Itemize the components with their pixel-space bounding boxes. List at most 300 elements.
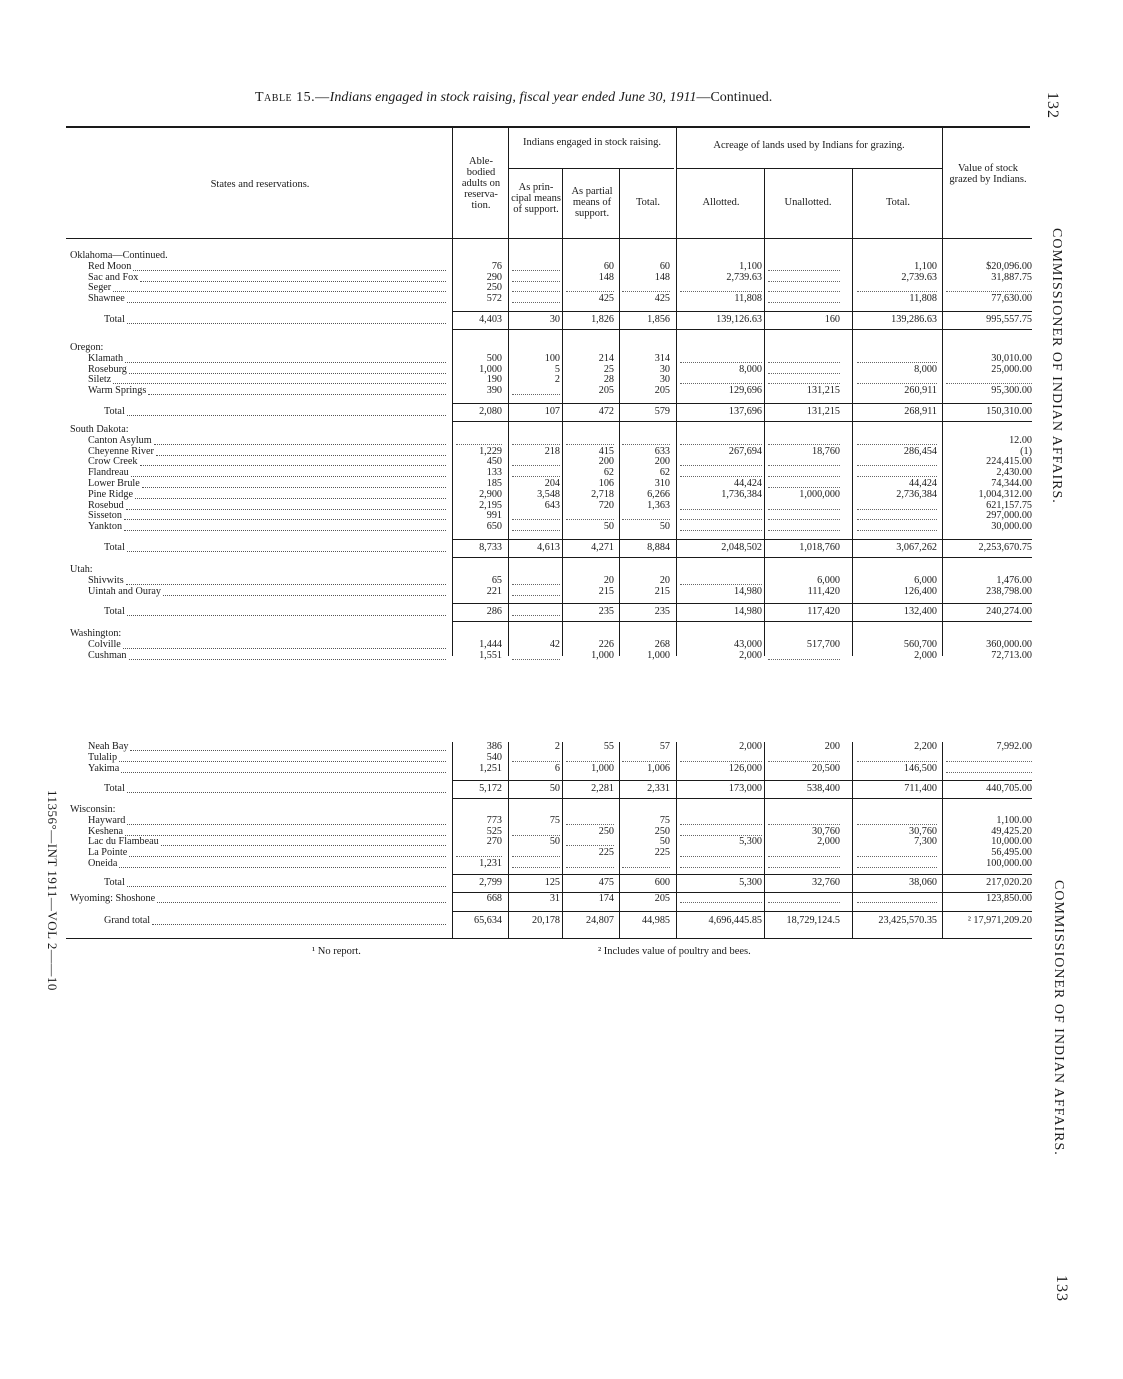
dot-leader <box>140 465 446 466</box>
dot-leader <box>126 509 446 510</box>
cell-c7: 260,911 <box>904 385 937 397</box>
cell-c6: 117,420 <box>807 606 840 618</box>
cell-c6: 6,000 <box>817 574 840 586</box>
cell-c5: 8,000 <box>739 363 762 375</box>
cell-c1: 991 <box>486 510 502 522</box>
cell-c2: 5 <box>554 363 560 375</box>
cell-c2: 50 <box>549 783 560 795</box>
table-row <box>0 365 1123 376</box>
cell-c3 <box>566 859 614 868</box>
row-label: Flandreau <box>88 467 129 479</box>
header-rule <box>66 238 1032 239</box>
cell-c3: 28 <box>603 374 614 386</box>
cell-c7: 11,808 <box>909 293 937 305</box>
cell-c8: 440,705.00 <box>986 783 1032 795</box>
top-rule <box>66 126 1030 128</box>
cell-c4: 8,884 <box>647 542 670 553</box>
row-label: Rosebud <box>88 499 124 511</box>
dot-leader <box>119 761 446 762</box>
cell-c7: 711,400 <box>904 783 937 795</box>
dot-leader <box>113 291 446 292</box>
dot-leader <box>129 659 446 660</box>
table-row <box>0 436 1123 447</box>
cell-c6 <box>768 651 840 660</box>
table-row <box>0 294 1123 305</box>
row-label: Lac du Flambeau <box>88 836 159 848</box>
row-label: Roseburg <box>88 363 127 375</box>
cell-c7: 146,500 <box>903 762 937 774</box>
cell-c4 <box>622 511 670 520</box>
total-rule <box>452 798 1032 799</box>
table-row <box>0 859 1123 870</box>
cell-c2: 643 <box>544 499 560 511</box>
row-label: Seger <box>88 282 112 294</box>
cell-c8: 31,887.75 <box>991 271 1032 283</box>
row-label: Keshena <box>88 825 124 837</box>
table-row <box>0 354 1123 365</box>
cell-c6 <box>768 479 840 488</box>
total-row <box>0 784 1123 795</box>
table-row <box>0 651 1123 662</box>
cell-c1: 221 <box>486 585 502 597</box>
cell-c1: 2,080 <box>479 406 502 417</box>
cell-c7 <box>857 436 937 445</box>
total-row <box>0 607 1123 618</box>
row-label: Colville <box>88 638 121 650</box>
footnote-1: ¹ No report. <box>312 946 361 957</box>
cell-c2 <box>512 607 560 616</box>
cell-c5 <box>680 457 762 466</box>
total-rule <box>452 421 1032 422</box>
cell-c2: 218 <box>544 445 560 457</box>
cell-c2 <box>512 651 560 660</box>
cell-c7: 44,424 <box>908 478 937 489</box>
cell-c7 <box>857 859 937 868</box>
cell-c8: 217,020.20 <box>986 876 1032 888</box>
dot-leader <box>163 595 446 596</box>
cell-c3: 225 <box>598 847 614 859</box>
cell-c1: 76 <box>491 260 502 272</box>
cell-c4: 60 <box>659 260 670 272</box>
table-row <box>0 522 1123 533</box>
cell-c6: 32,760 <box>811 876 840 888</box>
table-row <box>0 742 1123 753</box>
cell-c6 <box>768 283 840 292</box>
cell-c6 <box>768 522 840 531</box>
cell-c5 <box>680 283 762 292</box>
table-row <box>0 894 1123 905</box>
cell-c3: 4,271 <box>591 542 614 553</box>
cell-c5 <box>680 894 762 903</box>
table-row <box>0 273 1123 284</box>
cell-c6 <box>768 262 840 271</box>
cell-c3 <box>566 436 614 445</box>
total-rule <box>452 780 1032 781</box>
cell-c8: 1,100.00 <box>996 814 1032 826</box>
cell-c5 <box>680 576 762 585</box>
cell-c6 <box>768 468 840 477</box>
cell-c7 <box>857 511 937 520</box>
cell-c1: 650 <box>486 521 502 533</box>
cell-c5 <box>680 753 762 762</box>
cell-c6 <box>768 273 840 282</box>
cell-c5 <box>680 354 762 363</box>
table-row <box>0 375 1123 386</box>
cell-c7 <box>857 468 937 477</box>
cell-c2 <box>512 273 560 282</box>
cell-c5: 139,126.63 <box>716 314 762 325</box>
footnote-2: ² Includes value of poultry and bees. <box>598 946 751 957</box>
dot-leader <box>129 856 446 857</box>
cell-c3: 415 <box>598 445 614 457</box>
cell-c2: 100 <box>544 352 560 364</box>
cell-c2: 30 <box>549 314 560 325</box>
cell-c4: 1,006 <box>647 762 670 774</box>
cell-c6: 111,420 <box>807 585 840 597</box>
total-rule <box>452 557 1032 558</box>
cell-c4: 50 <box>659 836 670 848</box>
cell-c4: 57 <box>659 741 670 752</box>
cell-c1: 290 <box>486 271 502 283</box>
row-label: Total <box>104 406 125 417</box>
cell-c2 <box>512 511 560 520</box>
cell-c2 <box>512 457 560 466</box>
cell-c4: 1,000 <box>647 649 670 661</box>
section-heading-label: Utah: <box>70 564 93 575</box>
total-row <box>0 315 1123 326</box>
cell-c6 <box>768 816 840 825</box>
cell-c5 <box>680 848 762 857</box>
cell-c5 <box>680 436 762 445</box>
cell-c2: 75 <box>549 814 560 826</box>
cell-c2: 125 <box>544 876 560 888</box>
cell-c4 <box>622 436 670 445</box>
cell-c6: 160 <box>824 314 840 325</box>
cell-c6: 1,018,760 <box>799 542 840 553</box>
total-rule <box>452 311 1032 312</box>
cell-c4: 62 <box>659 467 670 479</box>
row-label: Shivwits <box>88 574 124 586</box>
dot-leader <box>127 302 446 303</box>
cell-c6: 538,400 <box>806 783 840 795</box>
row-label: Hayward <box>88 814 126 826</box>
cell-c1: 2,900 <box>479 488 502 500</box>
cell-c1: 540 <box>486 751 502 763</box>
cell-c5: 126,000 <box>728 762 762 774</box>
cell-c4: 205 <box>654 385 670 397</box>
cell-c4: 200 <box>654 456 670 468</box>
cell-c7: 8,000 <box>914 363 937 375</box>
cell-c5 <box>680 859 762 868</box>
cell-c1: 270 <box>486 836 502 848</box>
cell-c2 <box>512 386 560 395</box>
cell-c1: 1,000 <box>479 363 502 375</box>
cell-c6 <box>768 457 840 466</box>
cell-c3: 1,826 <box>591 314 614 325</box>
cell-c1: 500 <box>486 352 502 364</box>
cell-c3: 215 <box>598 585 614 597</box>
row-label: Sisseton <box>88 510 122 522</box>
cell-c7 <box>857 753 937 762</box>
table-title <box>255 90 955 106</box>
cell-c8: 77,630.00 <box>991 293 1032 305</box>
cell-c7: 30,760 <box>908 825 937 837</box>
row-label: Yakima <box>88 762 120 774</box>
total-row <box>0 407 1123 418</box>
cell-c7 <box>857 375 937 384</box>
cell-c5 <box>680 468 762 477</box>
cell-c8: $20,096.00 <box>986 260 1032 272</box>
dot-leader <box>129 373 446 374</box>
cell-c6: 18,729,124.5 <box>786 915 840 926</box>
cell-c4: 579 <box>654 406 670 417</box>
cell-c3: 720 <box>598 499 614 511</box>
header-unallotted: Unallotted. <box>784 197 832 208</box>
cell-c6 <box>768 501 840 510</box>
cell-c4: 20 <box>659 574 670 586</box>
table-row <box>0 457 1123 468</box>
cell-c3: 24,807 <box>585 915 614 926</box>
row-label: Total <box>104 783 125 795</box>
cell-c7 <box>857 283 937 292</box>
cell-c1: 5,172 <box>479 783 502 795</box>
dot-leader <box>127 824 446 825</box>
cell-c4 <box>622 283 670 292</box>
row-label: Cushman <box>88 649 127 661</box>
cell-c3: 472 <box>598 406 614 417</box>
cell-c8 <box>946 283 1032 292</box>
cell-c8: 150,310.00 <box>986 406 1032 417</box>
cell-c1: 190 <box>486 374 502 386</box>
row-label: Total <box>104 542 125 553</box>
row-label: Siletz <box>88 374 112 386</box>
running-head-bottom: COMMISSIONER OF INDIAN AFFAIRS. <box>1051 880 1066 1156</box>
table-row <box>0 848 1123 859</box>
cell-c4 <box>622 753 670 762</box>
cell-c2: 31 <box>549 893 560 904</box>
header-allotted: Allotted. <box>702 197 740 208</box>
cell-c5: 14,980 <box>733 585 762 597</box>
cell-c1: 572 <box>486 293 502 305</box>
cell-c6 <box>768 375 840 384</box>
cell-c2: 107 <box>544 406 560 417</box>
dot-leader <box>127 415 446 416</box>
cell-c8: 238,798.00 <box>986 585 1032 597</box>
cell-c5 <box>680 827 762 836</box>
row-label: Crow Creek <box>88 456 138 468</box>
cell-c2: 6 <box>554 762 560 774</box>
row-label: Oneida <box>88 858 118 869</box>
cell-c2: 3,548 <box>537 488 560 500</box>
cell-c2: 42 <box>549 638 560 650</box>
cell-c2 <box>512 262 560 271</box>
cell-c7: 3,067,262 <box>896 542 937 553</box>
section-heading-label: South Dakota: <box>70 424 129 435</box>
cell-c1: 8,733 <box>479 542 502 553</box>
cell-c2: 2 <box>554 374 560 386</box>
cell-c2 <box>512 436 560 445</box>
cell-c8: 30,010.00 <box>991 352 1032 364</box>
dot-leader <box>124 530 446 531</box>
cell-c7 <box>857 522 937 531</box>
cell-c7: 132,400 <box>903 606 937 618</box>
dot-leader <box>126 584 446 585</box>
dot-leader <box>127 551 446 552</box>
table-row <box>0 764 1123 775</box>
cell-c2: 50 <box>549 836 560 848</box>
cell-c1: 65 <box>491 574 502 586</box>
row-label: Total <box>104 606 125 618</box>
cell-c4: 6,266 <box>647 488 670 500</box>
total-rule <box>452 892 1032 893</box>
cell-c7 <box>857 894 937 903</box>
cell-c5: 5,300 <box>739 876 762 888</box>
cell-c2 <box>512 283 560 292</box>
table-row <box>0 386 1123 397</box>
table-row <box>0 816 1123 827</box>
cell-c4: 235 <box>654 606 670 618</box>
dot-leader <box>161 845 446 846</box>
cell-c8: 240,274.00 <box>986 606 1032 618</box>
cell-c5 <box>680 501 762 510</box>
cell-c1 <box>456 436 502 445</box>
row-label: Grand total <box>104 915 151 926</box>
cell-c8: 995,557.75 <box>986 314 1032 325</box>
table-row <box>0 447 1123 458</box>
cell-c5 <box>680 522 762 531</box>
dot-leader <box>121 772 446 773</box>
total-rule <box>452 329 1032 330</box>
dot-leader <box>127 323 446 324</box>
cell-c7: 268,911 <box>904 406 937 417</box>
cell-c8 <box>946 753 1032 762</box>
cell-c3: 2,281 <box>591 783 614 795</box>
cell-c7: 2,736,384 <box>896 488 937 500</box>
table-row <box>0 490 1123 501</box>
row-label: Klamath <box>88 352 124 364</box>
row-label: Total <box>104 314 125 325</box>
section-heading <box>0 343 1123 354</box>
cell-c8: 1,476.00 <box>996 574 1032 586</box>
cell-c6: 18,760 <box>811 445 840 457</box>
dot-leader <box>125 835 446 836</box>
cell-c3: 1,000 <box>591 649 614 661</box>
cell-c7: 7,300 <box>914 836 937 848</box>
row-label: Canton Asylum <box>88 434 152 446</box>
cell-c6: 20,500 <box>811 762 840 774</box>
cell-c4: 1,856 <box>647 314 670 325</box>
section-heading-label: Wisconsin: <box>70 804 116 815</box>
cell-c4: 215 <box>654 585 670 597</box>
cell-c3: 55 <box>603 741 614 752</box>
cell-c5: 4,696,445.85 <box>708 915 762 926</box>
cell-c5 <box>680 511 762 520</box>
cell-c7 <box>857 354 937 363</box>
row-label: Tulalip <box>88 751 118 763</box>
header-acreage-group: Acreage of lands used by Indians for grazing. <box>713 140 905 151</box>
cell-c1: 450 <box>486 456 502 468</box>
cell-c7 <box>857 816 937 825</box>
cell-c3: 20 <box>603 574 614 586</box>
dot-leader <box>152 924 446 925</box>
cell-c1: 2,799 <box>479 876 502 888</box>
cell-c7: 2,000 <box>914 649 937 661</box>
cell-c1: 1,229 <box>479 445 502 457</box>
cell-c5: 2,000 <box>739 741 762 752</box>
section-heading <box>0 425 1123 436</box>
cell-c3: 50 <box>603 521 614 533</box>
cell-c8: 7,992.00 <box>996 741 1032 752</box>
header-able-bodied: Able-bodied adults on reserva-tion. <box>461 156 501 211</box>
cell-c8: 72,713.00 <box>991 649 1032 661</box>
cell-c3: 205 <box>598 385 614 397</box>
cell-c8: 1,004,312.00 <box>978 488 1032 500</box>
row-label: Red Moon <box>88 260 132 272</box>
printer-mark: 11356°—INT 1911—VOL 2——10 <box>45 790 60 991</box>
header-partial: As partial means of support. <box>571 186 613 219</box>
cell-c6: 2,000 <box>817 836 840 848</box>
cell-c6: 131,215 <box>806 406 840 417</box>
cell-c2 <box>512 294 560 303</box>
cell-c7: 1,100 <box>914 260 937 272</box>
cell-c7 <box>857 501 937 510</box>
cell-c8: 25,000.00 <box>991 363 1032 375</box>
cell-c6 <box>768 753 840 762</box>
cell-c1: 1,231 <box>479 858 502 869</box>
cell-c2: 20,178 <box>531 915 560 926</box>
cell-c1: 386 <box>486 741 502 752</box>
cell-c3: 1,000 <box>591 762 614 774</box>
row-label: La Pointe <box>88 847 128 859</box>
cell-c4: 310 <box>654 478 670 489</box>
cell-c6 <box>768 511 840 520</box>
table-row <box>0 479 1123 490</box>
cell-c8: 297,000.00 <box>986 510 1032 522</box>
cell-c6: 1,000,000 <box>799 488 840 500</box>
cell-c1: 525 <box>486 825 502 837</box>
cell-c2 <box>512 848 560 857</box>
page-number-top: 132 <box>1044 92 1061 119</box>
grand-total-rule <box>452 911 1032 912</box>
dot-leader <box>142 487 446 488</box>
cell-c5: 2,048,502 <box>721 542 762 553</box>
cell-c4: 314 <box>654 352 670 364</box>
cell-c8: 56,495.00 <box>991 847 1032 859</box>
cell-c3: 174 <box>598 893 614 904</box>
dot-leader <box>131 476 446 477</box>
cell-c8 <box>946 375 1032 384</box>
dot-leader <box>148 394 446 395</box>
cell-c6: 30,760 <box>811 825 840 837</box>
table-row <box>0 511 1123 522</box>
cell-c2 <box>512 859 560 868</box>
cell-c6 <box>768 365 840 374</box>
cell-c7: 2,200 <box>914 741 937 752</box>
cell-c8: 621,157.75 <box>986 499 1032 511</box>
cell-c4: 425 <box>654 293 670 305</box>
cell-c5: 1,736,384 <box>721 488 762 500</box>
dot-leader <box>123 648 446 649</box>
cell-c4: 50 <box>659 521 670 533</box>
cell-c1: 250 <box>486 282 502 294</box>
cell-c1: 4,403 <box>479 314 502 325</box>
section-heading-label: Oregon: <box>70 342 104 353</box>
dot-leader <box>124 519 446 520</box>
cell-c1: 668 <box>486 893 502 904</box>
total-rule <box>452 874 1032 875</box>
section-heading <box>0 629 1123 640</box>
cell-c7: 23,425,570.35 <box>878 915 937 926</box>
